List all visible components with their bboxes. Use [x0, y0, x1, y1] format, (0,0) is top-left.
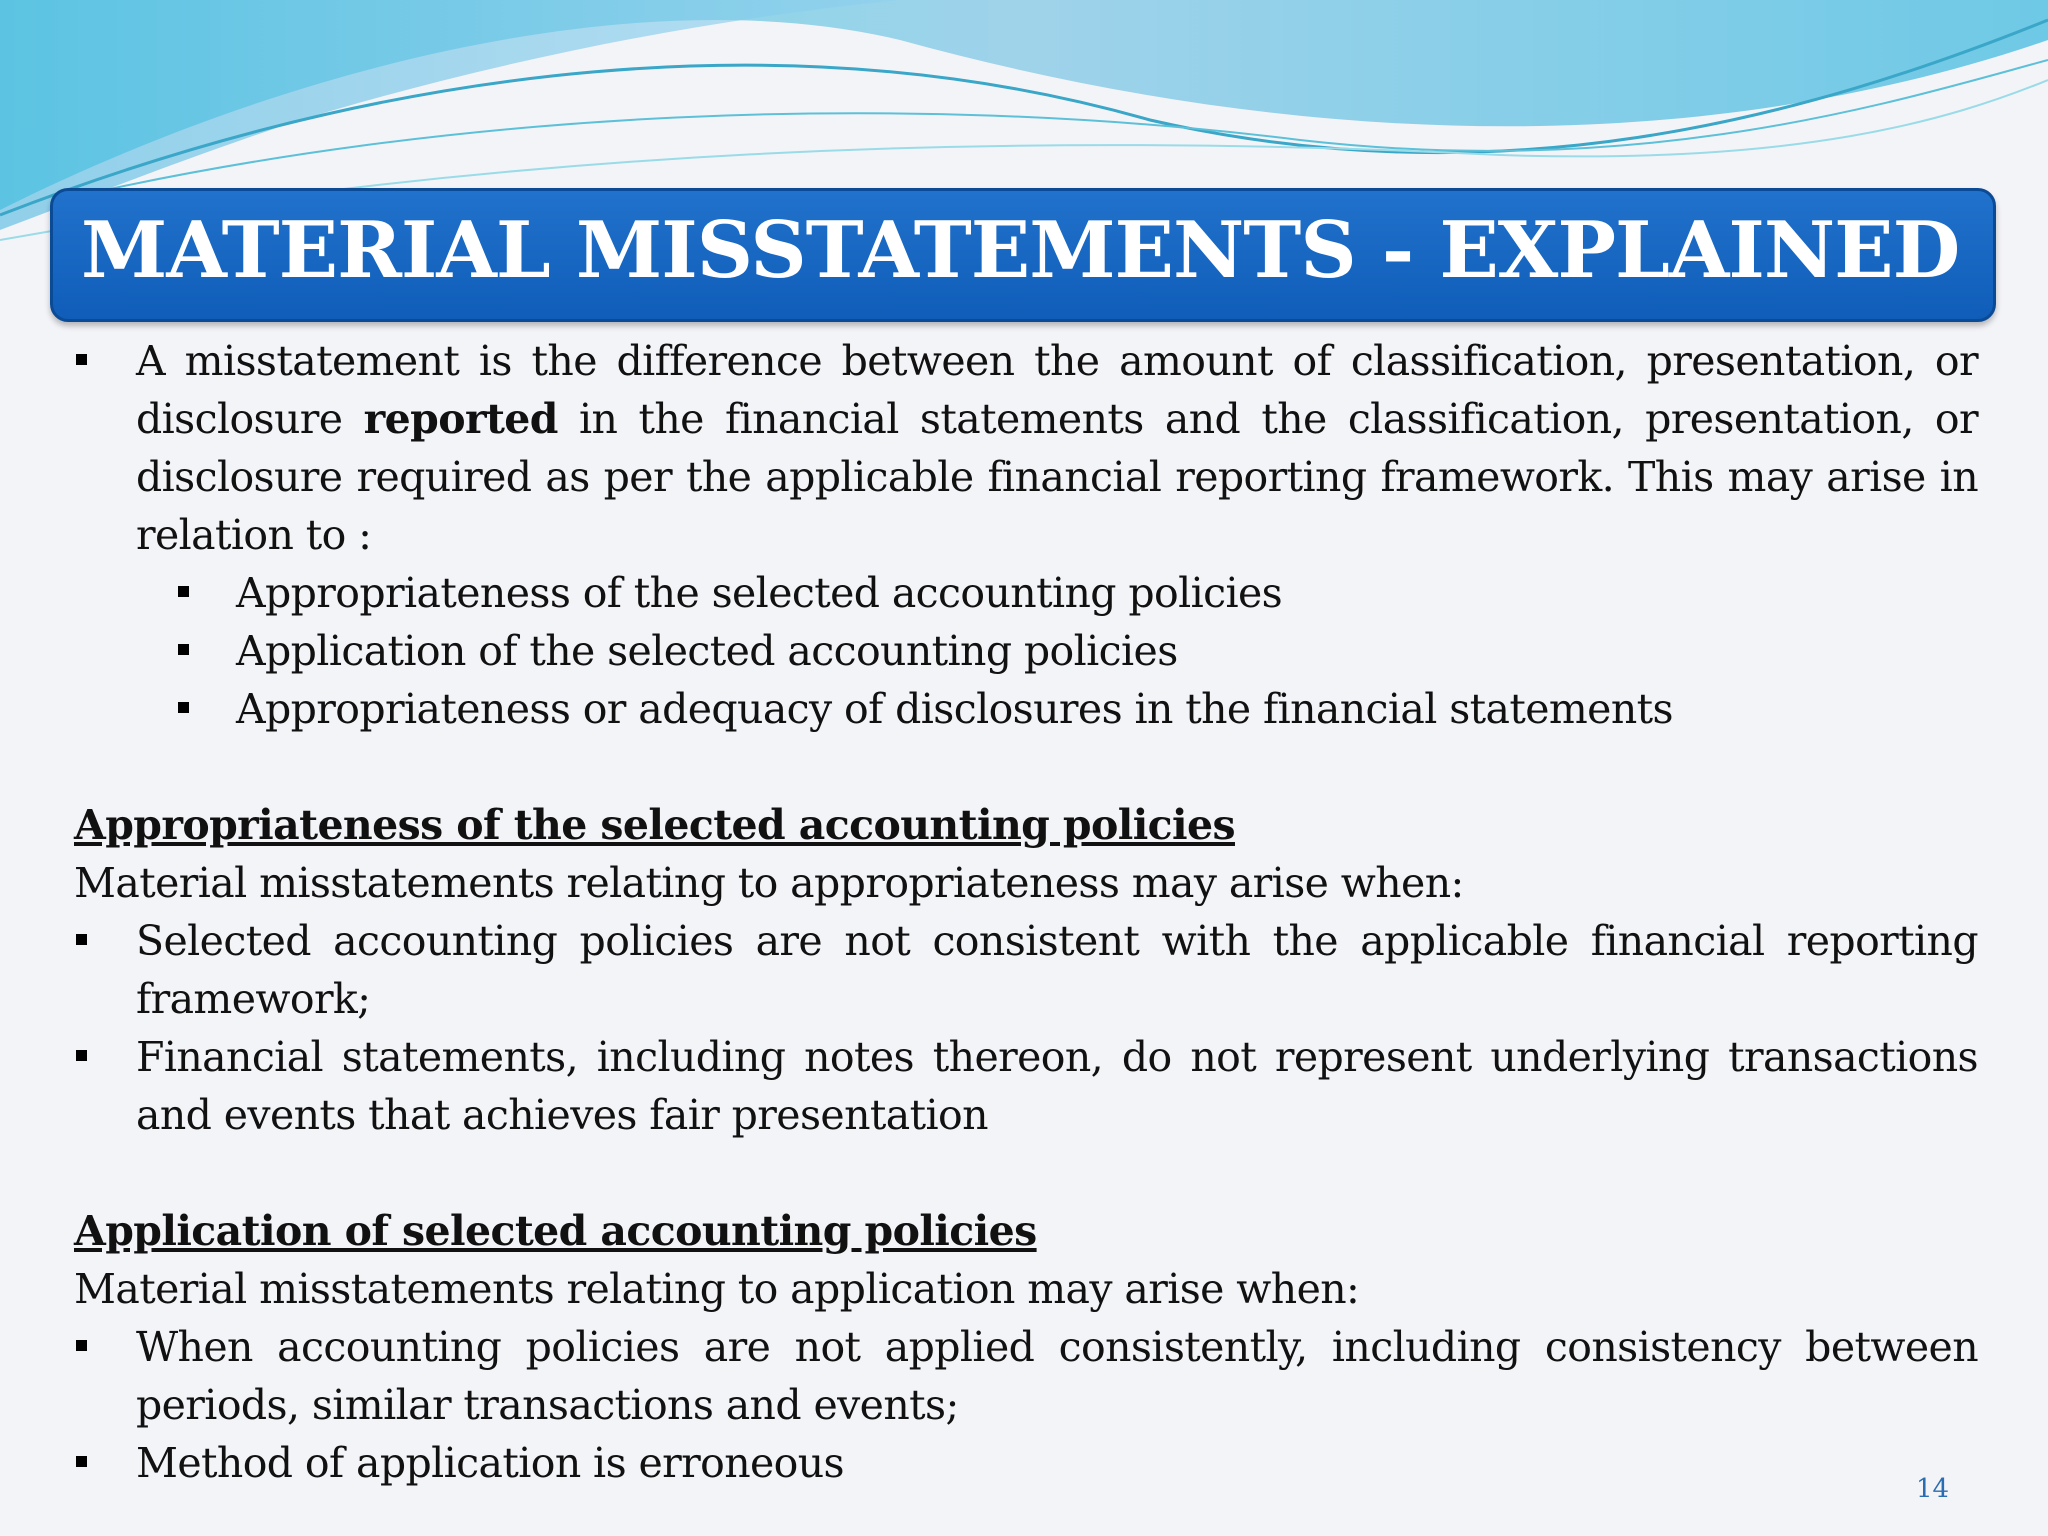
square-bullet-icon — [76, 1050, 87, 1061]
list-item — [74, 1434, 1978, 1492]
square-bullet-icon — [76, 1456, 87, 1467]
section-heading-application: Application of selected accounting policies — [74, 1207, 1037, 1255]
square-bullet-icon — [178, 702, 189, 713]
square-bullet-icon — [76, 354, 87, 365]
list-item-text: Selected accounting policies are not consistent with the applicable financial reporting framework; — [136, 917, 1978, 1023]
intro-text-start: A misstatement is the difference between the amount of classification, presentation, or disclosure — [136, 337, 1978, 443]
section-lead-text: Material misstatements relating to appropriateness may arise when: — [74, 859, 1464, 907]
square-bullet-icon — [178, 586, 189, 597]
sub-item-text: Appropriateness of the selected accounting policies — [236, 569, 1283, 617]
sub-item-text: Application of the selected accounting policies — [236, 627, 1178, 675]
list-item — [74, 912, 1978, 1028]
square-bullet-icon — [76, 1340, 87, 1351]
page-number: 14 — [1916, 1474, 1950, 1504]
section-lead-text: Material misstatements relating to application may arise when: — [74, 1265, 1360, 1313]
list-item — [74, 1318, 1978, 1434]
sub-list-item — [74, 622, 1978, 680]
list-item-text: When accounting policies are not applied consistently, including consistency between periods, similar transactions and events; — [136, 1323, 1978, 1429]
slide-body — [74, 332, 1978, 1492]
square-bullet-icon — [76, 934, 87, 945]
section-heading-appropriateness: Appropriateness of the selected accounting policies — [74, 801, 1235, 849]
title-banner — [50, 188, 1996, 322]
sub-list-item — [74, 564, 1978, 622]
list-item — [74, 1028, 1978, 1144]
intro-bullet — [74, 332, 1978, 564]
square-bullet-icon — [178, 644, 189, 655]
intro-bold-word: reported — [363, 395, 558, 443]
list-item-text: Method of application is erroneous — [136, 1439, 844, 1487]
sub-list-item — [74, 680, 1978, 738]
slide-title: MATERIAL MISSTATEMENTS - EXPLAINED — [81, 205, 1960, 296]
list-item-text: Financial statements, including notes thereon, do not represent underlying transactions and events that achieves fair presentation — [136, 1033, 1978, 1139]
intro-text-end: in the financial statements and the classification, presentation, or disclosure required as per the applicable financial reporting framework. This may arise in relation to : — [136, 395, 1979, 559]
sub-item-text: Appropriateness or adequacy of disclosures in the financial statements — [236, 685, 1673, 733]
